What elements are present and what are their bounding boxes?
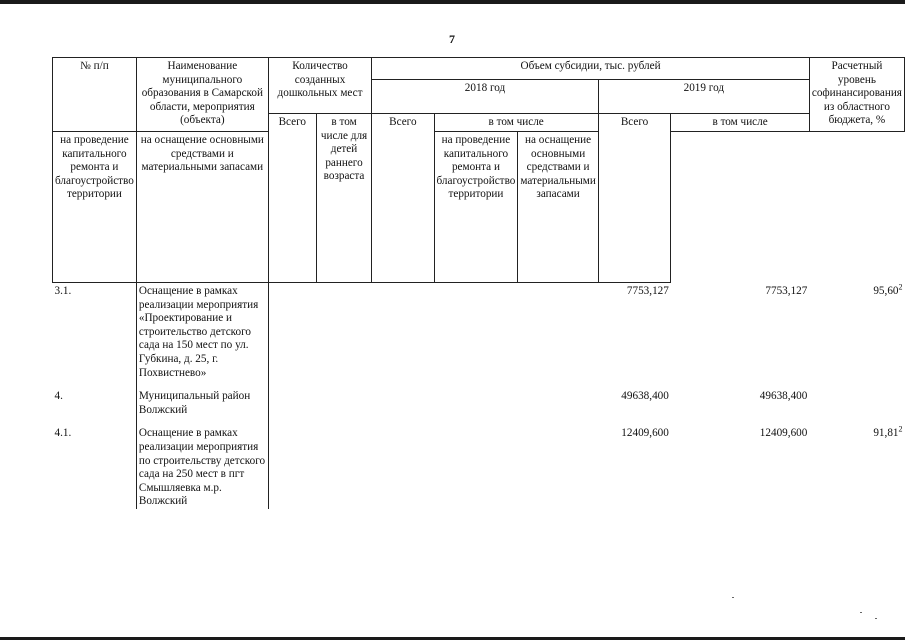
row-cofinancing-level [809,417,904,509]
row-places-early [316,283,371,381]
page-number: 7 [449,32,455,46]
row-number: 3.1. [54,285,72,297]
header-name: Наименование муниципального образования в Самарской области, мероприятия (объекта) [136,58,268,132]
table-header [53,58,905,283]
row-places-total [268,417,316,509]
row-equipment-2019: 7753,127 [765,284,808,297]
header-equipment-2019: на оснащение основными средствами и материальными запасами [518,132,598,283]
row-repair-2018 [434,380,518,417]
header-number: № п/п [53,58,137,132]
top-border-rule [0,0,905,4]
header-year-2019: 2019 год [598,80,809,114]
subsidy-table [52,57,905,509]
row-name: Оснащение в рамках реализации мероприятия «Проектирование и строительство детского сада на 150 мест по ул. Губкина, д. 25, г. Похвистнево» [136,283,268,381]
row-equipment-2018 [518,417,598,509]
table-row [53,380,905,417]
header-repair-2019: на проведение капитального ремонта и благоустройство территории [434,132,518,283]
header-including-2019: в том числе [671,114,810,132]
header-total-2019: Всего [598,114,671,283]
row-equipment-2019: 12409,600 [759,427,808,440]
row-repair-2018 [434,417,518,509]
header-cofinancing-level: Расчетный уровень софинансирования из областного бюджета, % [809,58,904,132]
table-row [53,417,905,509]
header-equipment-2018: на оснащение основными средствами и материальными запасами [136,132,268,283]
row-cofinancing-level [809,380,904,417]
header-total-2018: Всего [372,114,434,283]
row-equipment-2018 [518,283,598,381]
row-total-2018 [372,417,434,509]
table-row [53,283,905,381]
row-name: Муниципальный район Волжский [136,380,268,417]
header-subsidy: Объем субсидии, тыс. рублей [372,58,810,80]
header-places: Количество созданных дошкольных мест [268,58,371,114]
row-total-2019: 12409,600 [621,427,669,440]
row-equipment-2018 [518,380,598,417]
scan-speck [875,618,877,619]
row-places-early [316,380,371,417]
row-total-2018 [372,283,434,381]
header-places-total: Всего [268,114,316,283]
footnote-mark: 2 [898,424,903,434]
header-year-2018: 2018 год [372,80,599,114]
row-repair-2019 [671,380,737,417]
row-repair-2019 [671,283,737,381]
footnote-mark: 2 [898,281,903,291]
row-repair-2019 [671,417,737,509]
table-body [53,283,905,509]
row-name: Оснащение в рамках реализации мероприятия по строительству детского сада на 250 мест в пгт Смышляевка м.р. Волжский [136,417,268,509]
row-total-2018 [372,380,434,417]
scan-speck [732,597,734,598]
row-places-total [268,380,316,417]
row-number: 4. [54,390,63,403]
row-places-early [316,417,371,509]
row-places-total [268,283,316,381]
level-value: 91,81 [873,427,899,440]
row-equipment-2019: 49638,400 [759,390,808,403]
header-repair-2018: на проведение капитального ремонта и благоустройство территории [53,132,137,283]
level-value: 95,60 [873,284,899,297]
header-including-2018: в том числе [434,114,598,132]
row-total-2019: 49638,400 [621,390,669,403]
row-total-2019: 7753,127 [626,285,669,297]
row-repair-2018 [434,283,518,381]
row-cofinancing-level [809,283,904,381]
header-places-early-age: в том числе для детей раннего возраста [316,114,371,283]
scan-speck [860,612,862,613]
row-number: 4.1. [54,427,72,440]
